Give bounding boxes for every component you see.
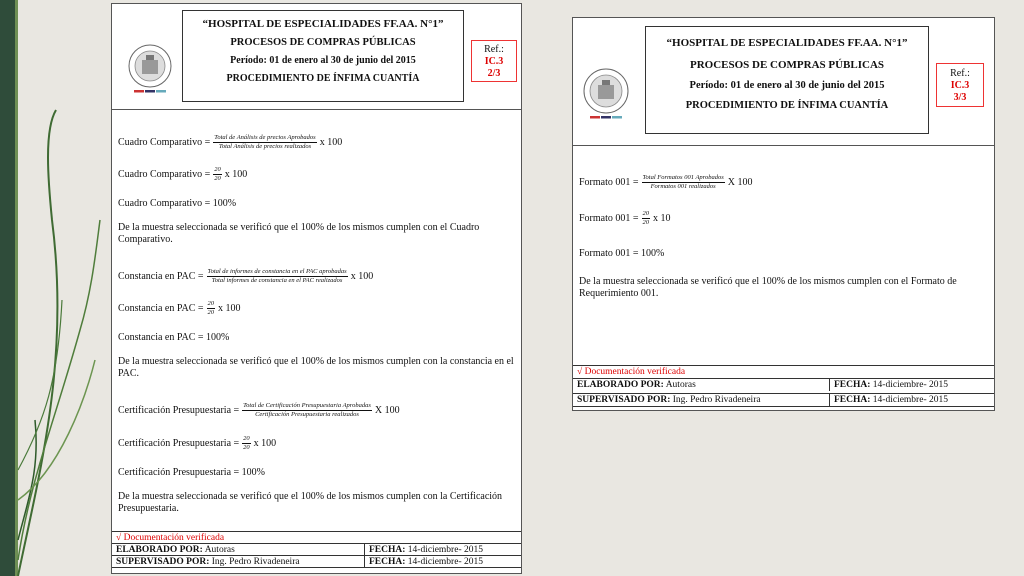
verified-note: √ Documentación verificada [577,367,686,377]
finding-paragraph: De la muestra seleccionada se verificó que el 100% de los mismos cumplen con el Formato de Requerimiento 001. [579,276,957,299]
supervised-by-label: SUPERVISADO POR: [577,395,671,405]
formula-label: Formato 001 = [579,213,639,224]
ref-code: IC.3 [484,56,504,67]
date-label: FECHA: [369,557,406,567]
formula-label: Certificación Presupuestaria = [118,405,240,416]
formula-multiplier: X 100 [727,177,753,188]
fraction-denominator: Certificación Presupuestaria realizados [255,411,359,418]
verified-row [573,365,994,377]
prepared-by [573,379,829,391]
date-value: 14-diciembre- 2015 [872,395,948,405]
date-label: FECHA: [369,545,406,555]
hospital-title: “HOSPITAL DE ESPECIALIDADES FF.AA. N°1” [666,37,908,49]
hospital-title: “HOSPITAL DE ESPECIALIDADES FF.AA. N°1” [202,18,444,30]
ref-page: 3/3 [953,92,967,103]
formula-row [118,300,241,317]
formula-row [579,174,752,191]
fraction-numerator: 20 [214,166,221,173]
formula-row [118,402,400,419]
reference-box [936,63,984,107]
supervised-by-label: SUPERVISADO POR: [116,557,210,567]
audit-sheet-3-of-3 [572,17,995,411]
fraction-numerator: Total Formatos 001 Aprobados [642,174,724,181]
formula-fraction [213,134,316,151]
verified-row [112,531,521,543]
formula-label: Constancia en PAC = [118,303,204,314]
date-value: 14-diciembre- 2015 [407,557,483,567]
date-label: FECHA: [834,395,871,405]
period-text: Período: 01 de enero al 30 de junio del 2015 [689,80,885,91]
hospital-logo [120,42,180,96]
supervised-date [829,394,948,406]
ref-code: IC.3 [950,80,970,91]
supervised-by-value: Ing. Pedro Rivadeneira [672,395,761,405]
formula-result: Certificación Presupuestaria = 100% [118,467,265,478]
supervised-by-row [112,555,521,568]
process-title: PROCESOS DE COMPRAS PÚBLICAS [230,37,416,48]
sheet-footer [573,365,994,411]
formula-fraction [207,300,216,317]
fraction-denominator: 20 [243,444,250,451]
supervised-date [364,556,483,568]
sheet-header [573,18,994,146]
sheet-header [112,4,521,110]
ref-label: Ref.: [950,68,970,79]
formula-label: Cuadro Comparativo = [118,169,211,180]
fraction-numerator: Total de Certificación Presupuestaria Aprobadas [243,402,371,409]
fraction-denominator: Total Análisis de precios realizados [218,143,312,150]
fraction-denominator: Formatos 001 realizados [650,183,716,190]
ref-label: Ref.: [484,44,504,55]
supervised-by [112,556,364,568]
ref-page: 2/3 [487,68,501,79]
formula-row [579,210,671,227]
formula-multiplier: x 100 [319,137,343,148]
prepared-by-value: Autoras [204,545,235,555]
sheet-footer [112,531,521,573]
formula-result: Cuadro Comparativo = 100% [118,198,237,209]
date-value: 14-diciembre- 2015 [872,380,948,390]
hospital-logo [575,66,637,122]
formula-multiplier: x 100 [253,438,277,449]
leaf-decoration [0,0,110,576]
date-value: 14-diciembre- 2015 [407,545,483,555]
finding-paragraph: De la muestra seleccionada se verificó que el 100% de los mismos cumplen con el Cuadro Comparativo. [118,222,480,245]
verified-note: √ Documentación verificada [116,533,225,543]
formula-row [118,134,342,151]
formula-row [118,268,373,285]
procedure-title: PROCEDIMIENTO DE ÍNFIMA CUANTÍA [226,73,420,84]
fraction-denominator: 20 [642,219,650,226]
formula-multiplier: x 100 [218,303,241,314]
procedure-title: PROCEDIMIENTO DE ÍNFIMA CUANTÍA [685,100,889,111]
fraction-denominator: 20 [214,175,221,182]
prepared-by-label: ELABORADO POR: [116,545,203,555]
formula-fraction [642,174,725,191]
date-label: FECHA: [834,380,871,390]
formula-multiplier: X 100 [374,405,400,416]
formula-label: Cuadro Comparativo = [118,137,211,148]
supervised-by [573,394,829,406]
formula-label: Certificación Presupuestaria = [118,438,240,449]
audit-sheet-2-of-3 [111,3,522,574]
period-text: Período: 01 de enero al 30 de junio del 2015 [230,55,416,66]
fraction-numerator: 20 [207,300,215,307]
formula-row [118,166,247,183]
formula-fraction [242,435,251,452]
fraction-numerator: 20 [642,210,650,217]
finding-paragraph: De la muestra seleccionada se verificó que el 100% de los mismos cumplen con la Certificación Presupuestaria. [118,491,503,514]
finding-paragraph: De la muestra seleccionada se verificó que el 100% de los mismos cumplen con la constancia en el PAC. [118,356,514,379]
fraction-numerator: Total de Análisis de precios Aprobados [214,134,316,141]
header-title-box [182,10,464,102]
prepared-date [829,379,948,391]
formula-fraction [242,402,372,419]
formula-result: Constancia en PAC = 100% [118,332,230,343]
reference-box [471,40,517,82]
prepared-by-row [573,378,994,392]
prepared-by-row [112,543,521,555]
sheet-body [118,110,515,530]
formula-result: Formato 001 = 100% [579,248,665,259]
fraction-denominator: Total informes de constancia en el PAC realizados [211,277,343,284]
prepared-by-value: Autoras [665,380,696,390]
formula-label: Constancia en PAC = [118,271,204,282]
fraction-numerator: 20 [243,435,250,442]
formula-multiplier: x 100 [224,169,248,180]
sheet-body [579,146,988,366]
formula-fraction [642,210,651,227]
supervised-by-value: Ing. Pedro Rivadeneira [211,557,300,567]
formula-multiplier: x 100 [350,271,374,282]
formula-multiplier: x 10 [653,213,671,224]
process-title: PROCESOS DE COMPRAS PÚBLICAS [689,59,885,71]
prepared-by-label: ELABORADO POR: [577,380,664,390]
fraction-denominator: 20 [207,309,215,316]
formula-fraction [207,268,348,285]
formula-fraction [213,166,222,183]
formula-label: Formato 001 = [579,177,639,188]
formula-row [118,435,276,452]
fraction-numerator: Total de informes de constancia en el PAC aprobadas [207,268,347,275]
header-title-box [645,26,929,134]
supervised-by-row [573,393,994,407]
